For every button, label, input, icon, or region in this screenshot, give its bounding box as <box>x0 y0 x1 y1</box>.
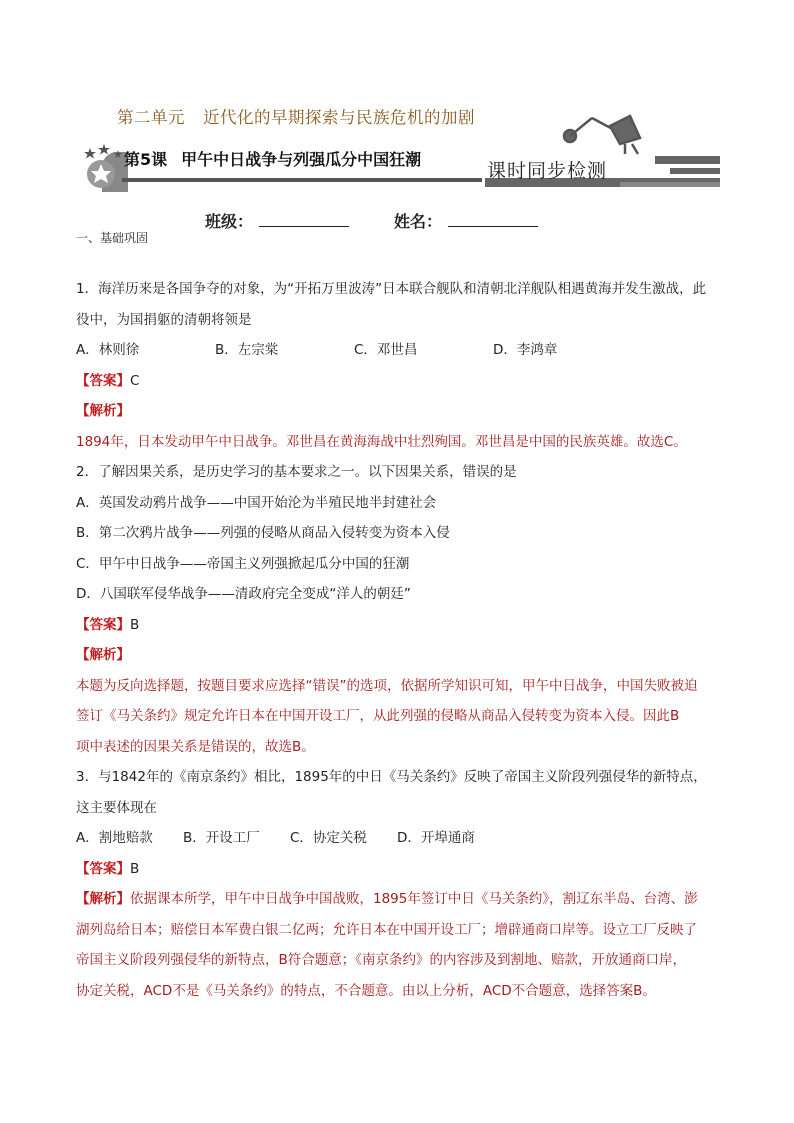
name-field <box>394 209 538 232</box>
desk-lamp-icon <box>564 116 640 154</box>
q1-answer-value: C <box>130 372 140 389</box>
q2-answer <box>76 610 726 641</box>
q2-answer-value: B <box>130 616 140 633</box>
class-field <box>205 209 349 232</box>
class-label: 班级： <box>205 212 254 231</box>
q1-answer <box>76 366 726 397</box>
q3-stem-line1: 3．与1842年的《南京条约》相比，1895年的中日《马关条约》反映了帝国主义阶段列强侵华的新特点， <box>76 769 707 785</box>
q1-option-a: A．林则徐 <box>76 342 140 358</box>
name-blank <box>448 212 538 227</box>
section-heading: 一、基础巩固 <box>76 231 149 245</box>
question-list <box>76 274 726 1006</box>
unit-name: 近代化的早期探索与民族危机的加剧 <box>203 108 475 127</box>
q1-option-c: C．邓世昌 <box>354 342 418 358</box>
q3-option-b: B．开设工厂 <box>183 830 260 846</box>
q3-option-a: A．割地赔款 <box>76 830 153 846</box>
q3-answer <box>76 854 726 885</box>
q2-analysis-line2: 签订《马关条约》规定允许日本在中国开设工厂，从此列强的侵略从商品入侵转变为资本入侵。因此B <box>76 708 680 724</box>
q3-answer-value: B <box>130 860 140 877</box>
q3-analysis-line3: 帝国主义阶段列强侵华的新特点，B符合题意；《南京条约》的内容涉及到割地、赔款，开放通商口岸， <box>76 952 687 968</box>
q3-options <box>76 823 726 854</box>
q1-option-d: D．李鸿章 <box>493 342 558 358</box>
q2-option-d: D．八国联军侵华战争——清政府完全变成“洋人的朝廷” <box>76 586 411 602</box>
sync-test-label: 课时同步检测 <box>487 160 608 182</box>
class-blank <box>259 212 349 227</box>
unit-prefix: 第二单元 <box>117 108 185 127</box>
lesson-number: 第5课 <box>124 150 168 169</box>
q3-analysis-line4: 协定关税，ACD不是《马关条约》的特点，不合题意。由以上分析，ACD不合题意，选择答案B。 <box>76 982 656 999</box>
q3-analysis-line1: 【解析】依据课本所学，甲午中日战争中国战败，1895年签订中日《马关条约》，割辽东半岛、台湾、澎 <box>76 891 698 907</box>
star-emblem-icon <box>84 144 128 192</box>
q2-analysis-line1: 本题为反向选择题，按题目要求应选择“错误”的选项，依据所学知识可知，甲午中日战争，中国失败被迫 <box>76 677 698 694</box>
q1-stem-line2: 役中，为国捐躯的清朝将领是 <box>76 311 252 328</box>
q3-stem-line2: 这主要体现在 <box>76 799 157 816</box>
q2-analysis-label: 【解析】 <box>76 647 130 663</box>
lesson-name: 甲午中日战争与列强瓜分中国狂潮 <box>181 150 422 169</box>
q3-analysis-label: 【解析】 <box>76 891 130 907</box>
name-label: 姓名： <box>394 212 443 231</box>
q3-option-c: C．协定关税 <box>290 830 367 846</box>
q2-option-c: C．甲午中日战争——帝国主义列强掀起瓜分中国的狂潮 <box>76 555 410 572</box>
q1-analysis-line1: 1894年，日本发动甲午中日战争。邓世昌在黄海海战中壮烈殉国。邓世昌是中国的民族英雄。故选C。 <box>76 433 687 450</box>
q1-stem-line1: 1．海洋历来是各国争夺的对象，为“开拓万里波涛”日本联合舰队和清朝北洋舰队相遇黄海并发生激战，此 <box>76 281 707 297</box>
q3-option-d: D．开埠通商 <box>397 830 475 846</box>
q2-answer-label: 【答案】 <box>76 616 130 633</box>
q3-analysis-line2: 湖列岛给日本；赔偿日本军费白银二亿两；允许日本在中国开设工厂；增辟通商口岸等。设立工厂反映了 <box>76 921 697 938</box>
q3-answer-label: 【答案】 <box>76 860 130 877</box>
q1-option-b: B．左宗棠 <box>215 342 279 358</box>
q2-stem: 2．了解因果关系，是历史学习的基本要求之一。以下因果关系，错误的是 <box>76 464 517 480</box>
q2-option-b: B．第二次鸦片战争——列强的侵略从商品入侵转变为资本入侵 <box>76 525 450 541</box>
q2-option-a: A．英国发动鸦片战争——中国开始沦为半殖民地半封建社会 <box>76 494 437 511</box>
q1-answer-label: 【答案】 <box>76 372 130 389</box>
q1-analysis-label: 【解析】 <box>76 403 130 419</box>
lesson-title <box>124 147 421 170</box>
q1-options <box>76 335 726 366</box>
q2-analysis-line3: 项中表述的因果关系是错误的，故选B。 <box>76 738 315 755</box>
